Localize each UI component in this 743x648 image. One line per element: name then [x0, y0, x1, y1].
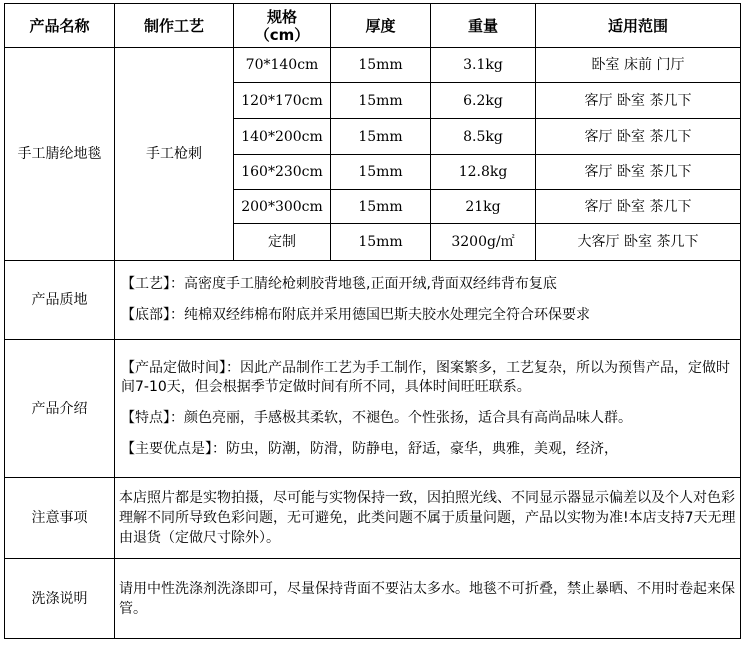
thickness-cell: 15mm — [331, 119, 431, 155]
size-cell: 70*140cm — [234, 48, 331, 83]
size-cell: 120*170cm — [234, 83, 331, 119]
table-row — [5, 48, 741, 83]
quality-base-text: 【底部】：纯棉双经纬棉布附底并采用德国巴斯夫胶水处理完全符合环保要求 — [121, 307, 590, 323]
weight-cell: 6.2kg — [431, 83, 536, 119]
size-cell: 160*230cm — [234, 155, 331, 190]
weight-cell: 8.5kg — [431, 119, 536, 155]
washing-text: 请用中性洗涤剂洗涤即可，尽量保持背面不要沾太多水。地毯不可折叠，禁止暴晒、不用时卷起来保管。 — [119, 580, 735, 617]
header-usage: 适用范围 — [536, 4, 741, 48]
thickness-cell: 15mm — [331, 83, 431, 119]
usage-cell: 卧室 床前 门厅 — [536, 48, 741, 83]
usage-cell: 客厅 卧室 茶几下 — [536, 83, 741, 119]
weight-cell: 3200g/㎡ — [431, 224, 536, 261]
header-spec-line1: 规格 — [266, 7, 297, 26]
header-thickness: 厚度 — [331, 4, 431, 48]
usage-cell: 客厅 卧室 茶几下 — [536, 190, 741, 224]
size-cell: 定制 — [234, 224, 331, 261]
quality-row — [5, 261, 741, 340]
thickness-cell: 15mm — [331, 155, 431, 190]
usage-cell: 客厅 卧室 茶几下 — [536, 155, 741, 190]
usage-cell: 大客厅 卧室 茶几下 — [536, 224, 741, 261]
size-cell: 200*300cm — [234, 190, 331, 224]
size-cell: 140*200cm — [234, 119, 331, 155]
intro-features-text: 【特点】：颜色亮丽，手感极其柔软，不褪色。个性张扬，适合具有高尚品味人群。 — [121, 409, 632, 426]
notice-content — [115, 478, 741, 559]
intro-content — [115, 340, 741, 478]
quality-process-text: 【工艺】：高密度手工腈纶枪刺胶背地毯,正面开绒,背面双经纬背布复底 — [121, 276, 557, 292]
header-row — [5, 4, 741, 48]
washing-content — [115, 559, 741, 639]
header-process: 制作工艺 — [115, 4, 234, 48]
weight-cell: 12.8kg — [431, 155, 536, 190]
weight-cell: 3.1kg — [431, 48, 536, 83]
header-product-name: 产品名称 — [5, 4, 115, 48]
quality-content — [115, 261, 741, 340]
header-spec-line2: （cm） — [254, 25, 310, 44]
intro-label: 产品介绍 — [5, 340, 115, 478]
washing-row — [5, 559, 741, 639]
weight-cell: 21kg — [431, 190, 536, 224]
intro-lead-time-text: 【产品定做时间】：因此产品制作工艺为手工制作，图案繁多，工艺复杂，所以为预售产品，定做时间7-10天，但会根据季节定做时间有所不同，具体时间旺旺联系。 — [121, 359, 730, 395]
product-process-cell: 手工枪刺 — [115, 48, 234, 261]
quality-label: 产品质地 — [5, 261, 115, 340]
notice-text: 本店照片都是实物拍摄，尽可能与实物保持一致，因拍照光线、不同显示器显示偏差以及个人对色彩理解不同所导致色彩问题，无可避免，此类问题不属于质量问题，产品以实物为准!本店支持7天无理由退货（定做尺寸除外）。 — [119, 490, 736, 546]
intro-advantages-text: 【主要优点是】：防虫，防潮，防滑，防静电，舒适，豪华，典雅，美观，经济， — [121, 440, 618, 457]
thickness-cell: 15mm — [331, 224, 431, 261]
header-weight: 重量 — [431, 4, 536, 48]
notice-label: 注意事项 — [5, 478, 115, 559]
product-name-cell: 手工腈纶地毯 — [5, 48, 115, 261]
intro-row — [5, 340, 741, 478]
notice-row — [5, 478, 741, 559]
washing-label: 洗涤说明 — [5, 559, 115, 639]
thickness-cell: 15mm — [331, 48, 431, 83]
product-spec-table — [4, 3, 741, 639]
usage-cell: 客厅 卧室 茶几下 — [536, 119, 741, 155]
thickness-cell: 15mm — [331, 190, 431, 224]
header-spec — [234, 4, 331, 48]
